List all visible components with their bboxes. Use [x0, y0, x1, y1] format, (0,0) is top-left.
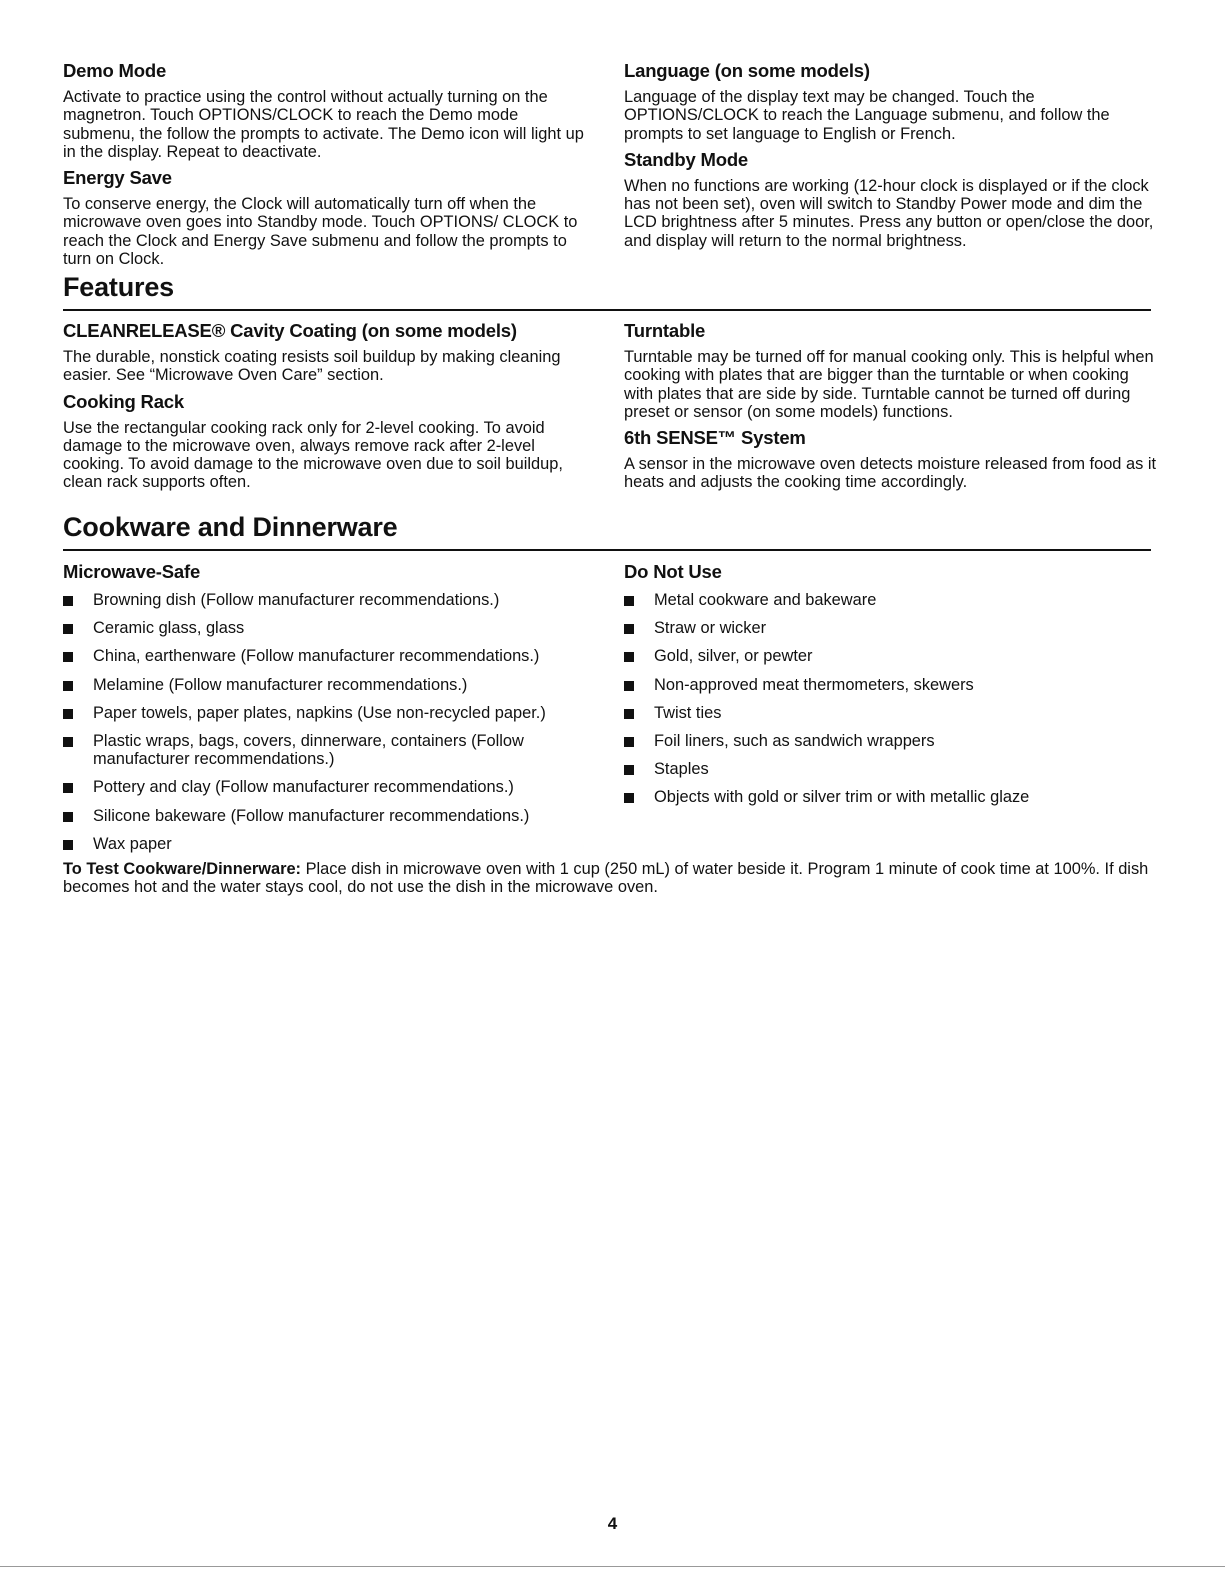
list-item: [63, 676, 593, 694]
list-item: [63, 835, 593, 853]
bullet-square-icon: [63, 840, 73, 850]
list-item: [63, 647, 593, 665]
page-number: 4: [607, 1514, 618, 1533]
test-cookware-note: [63, 860, 1151, 897]
bullet-square-icon: [63, 681, 73, 691]
bullet-square-icon: [624, 793, 634, 803]
text-6th-sense: A sensor in the microwave oven detects moisture released from food as it heats and adjusts the cooking time accordingly.: [624, 455, 1157, 492]
bullet-square-icon: [624, 596, 634, 606]
list-item: [624, 788, 1159, 806]
bullet-square-icon: [624, 709, 634, 719]
heading-cooking-rack: Cooking Rack: [63, 390, 184, 412]
heading-do-not-use: Do Not Use: [624, 561, 722, 582]
bullet-square-icon: [63, 737, 73, 747]
microwave-safe-column: [63, 561, 593, 863]
bullet-square-icon: [624, 652, 634, 662]
list-item-text: Browning dish (Follow manufacturer recommendations.): [93, 591, 500, 609]
section-divider: [63, 549, 1151, 551]
bullet-square-icon: [624, 624, 634, 634]
bullet-square-icon: [624, 681, 634, 691]
heading-6th-sense: 6th SENSE™ System: [624, 427, 806, 449]
heading-cleanrelease: CLEANRELEASE® Cavity Coating (on some models): [63, 320, 517, 341]
text-demo-mode: Activate to practice using the control without actually turning on the magnetron. Touch OPTIONS/CLOCK to reach the Demo mode submenu, the follow the prompts to activate. The Demo icon will light up in the display. Repeat to deactivate.: [63, 88, 584, 161]
bullet-square-icon: [63, 596, 73, 606]
list-item-text: Metal cookware and bakeware: [654, 591, 877, 609]
list-item: [624, 647, 1159, 665]
list-item-text: Staples: [654, 760, 709, 779]
text-cleanrelease: The durable, nonstick coating resists soil buildup by making cleaning easier. See “Microwave Oven Care” section.: [63, 348, 561, 385]
bullet-square-icon: [63, 709, 73, 719]
list-item-text: Paper towels, paper plates, napkins (Use non-recycled paper.): [93, 703, 546, 722]
page-bottom-edge: [0, 1566, 1225, 1567]
section-divider: [63, 309, 1151, 311]
bullet-square-icon: [63, 624, 73, 634]
text-energy-save: To conserve energy, the Clock will automatically turn off when the microwave oven goes into Standby mode. Touch OPTIONS/ CLOCK to reach the Clock and Energy Save submenu and follow the prompts to turn on Clock.: [63, 195, 578, 269]
bullet-square-icon: [624, 765, 634, 775]
list-item: [624, 591, 1159, 609]
list-item: [624, 760, 1159, 778]
list-item: [63, 807, 593, 825]
list-item: [624, 732, 1159, 750]
heading-turntable: Turntable: [624, 320, 706, 341]
list-item-text: Objects with gold or silver trim or with metallic glaze: [654, 788, 1030, 807]
heading-demo-mode: Demo Mode: [63, 60, 167, 81]
text-language: Language of the display text may be changed. Touch the OPTIONS/CLOCK to reach the Language submenu, and follow the prompts to set language to English or French.: [624, 88, 1110, 143]
heading-standby-mode: Standby Mode: [624, 148, 749, 170]
list-item-text: Wax paper: [93, 834, 172, 853]
list-item: [624, 676, 1159, 694]
heading-microwave-safe: Microwave-Safe: [63, 561, 201, 582]
test-cookware-label: To Test Cookware/Dinnerware:: [63, 860, 302, 878]
text-cooking-rack: Use the rectangular cooking rack only for 2-level cooking. To avoid damage to the microwave oven, always remove rack after 2-level cooking. To avoid damage to the microwave oven due to soil buildup, clean rack supports often.: [63, 418, 563, 492]
features-left-column: [63, 320, 593, 498]
list-item: [63, 619, 593, 637]
section-title-features: Features: [63, 272, 174, 302]
heading-energy-save: Energy Save: [63, 167, 172, 189]
list-item-text: Pottery and clay (Follow manufacturer recommendations.): [93, 778, 514, 797]
features-right-column: [624, 320, 1159, 498]
bullet-square-icon: [63, 652, 73, 662]
list-item: [624, 619, 1159, 637]
list-item-text: Ceramic glass, glass: [93, 619, 245, 638]
list-item: [624, 704, 1159, 722]
list-item-text: Silicone bakeware (Follow manufacturer recommendations.): [93, 806, 530, 825]
list-item: [63, 732, 593, 769]
microwave-safe-list: [63, 591, 593, 853]
list-item-text: Gold, silver, or pewter: [654, 647, 813, 666]
list-item-text: Foil liners, such as sandwich wrappers: [654, 731, 935, 750]
section-title-cookware: Cookware and Dinnerware: [63, 512, 398, 542]
bullet-square-icon: [63, 783, 73, 793]
list-item-text: Straw or wicker: [654, 619, 767, 638]
do-not-use-column: [624, 561, 1159, 817]
do-not-use-list: [624, 591, 1159, 807]
test-cookware-text: Place dish in microwave oven with 1 cup (250 mL) of water beside it. Program 1 minute of cook time at 100%. If dish becomes hot and the water stays cool, do not use the dish in the microwave oven.: [63, 860, 1149, 897]
list-item-text: Non-approved meat thermometers, skewers: [654, 675, 974, 694]
list-item: [63, 704, 593, 722]
list-item: [63, 591, 593, 609]
bullet-square-icon: [624, 737, 634, 747]
list-item-text: China, earthenware (Follow manufacturer recommendations.): [93, 647, 540, 666]
top-right-column: [624, 60, 1159, 256]
text-turntable: Turntable may be turned off for manual cooking only. This is helpful when cooking with plates that are bigger than the turntable or when cooking with plates that are side by side. Turntable cannot be turned off during preset or sensor (on some models) functions.: [624, 348, 1154, 421]
heading-language: Language (on some models): [624, 60, 870, 81]
top-left-column: [63, 60, 593, 274]
list-item-text: Melamine (Follow manufacturer recommendations.): [93, 675, 468, 694]
text-standby-mode: When no functions are working (12-hour clock is displayed or if the clock has not been set), oven will switch to Standby Power mode and dim the LCD brightness after 5 minutes. Press any button or open/close the door, and display will return to the normal brightness.: [624, 176, 1154, 250]
list-item-text: Plastic wraps, bags, covers, dinnerware, containers (Follow manufacturer recommendations.): [93, 731, 524, 769]
bullet-square-icon: [63, 812, 73, 822]
list-item-text: Twist ties: [654, 703, 722, 722]
list-item: [63, 778, 593, 796]
